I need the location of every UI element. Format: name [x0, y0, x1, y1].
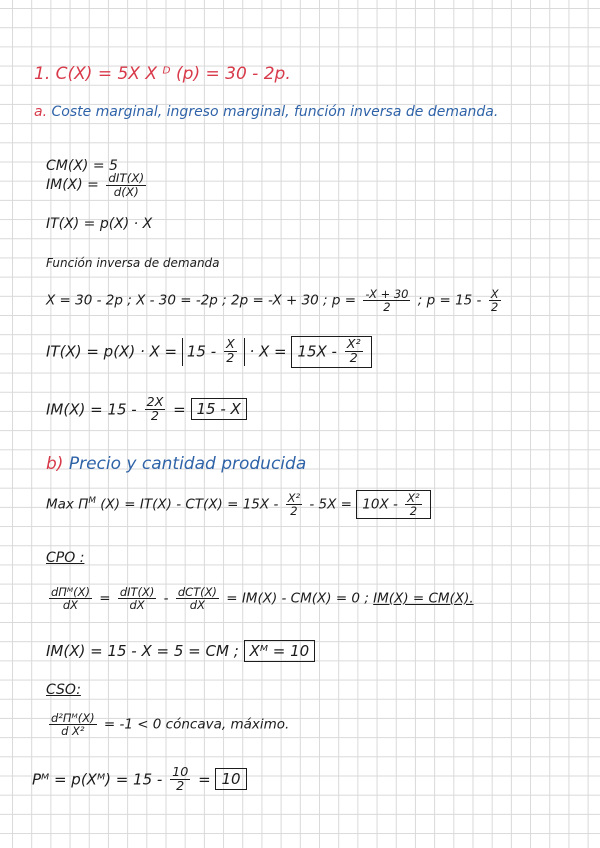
- mr-res-num: 2X: [146, 395, 164, 410]
- deriv-fraction-1: [363, 288, 410, 313]
- foc-condition: IM(X) = CM(X).: [373, 590, 474, 607]
- tr-abs-fraction: [224, 338, 237, 366]
- deriv-fraction-2: [489, 288, 501, 313]
- deriv-den-1: 2: [383, 300, 391, 315]
- foc-den-2: dX: [129, 598, 145, 613]
- part-b-label: b): [46, 454, 64, 474]
- pm-den: 2: [290, 504, 298, 519]
- soc-num: d²Πᴹ(X): [51, 711, 95, 725]
- marginal-revenue-result: [46, 396, 247, 424]
- deriv-text: X = 30 - 2p ; X - 30 = -2p ; 2p = -X + 30 ; p =: [46, 292, 357, 309]
- profit-maximization: [46, 490, 431, 519]
- foc-fraction-2: [118, 586, 156, 611]
- mp-box: 10: [215, 768, 246, 790]
- tr-box-fraction: [345, 338, 363, 366]
- foc-den-3: dX: [189, 598, 205, 613]
- second-order-condition: [46, 712, 289, 737]
- deriv-num-2: X: [490, 287, 499, 301]
- tr-abs: [182, 338, 245, 366]
- foc-eq-1: =: [99, 590, 111, 607]
- problem-statement: C(X) = 5X X ᴰ (p) = 30 - 2p.: [55, 64, 291, 84]
- tr-box-den: 2: [349, 351, 358, 367]
- marginal-revenue-definition: [46, 172, 149, 198]
- pm-result-box: [356, 490, 430, 519]
- foc-den-1: dX: [62, 598, 79, 613]
- deriv-tail: ; p = 15 -: [417, 292, 482, 309]
- mp-fraction: [170, 766, 190, 794]
- inverse-demand-heading: Función inversa de demanda: [46, 256, 220, 270]
- mr-res-fraction: [145, 396, 166, 424]
- tr-lhs: IT(X) = p(X) · X =: [46, 342, 178, 361]
- pm-box-fraction: [405, 492, 421, 517]
- marginal-cost: CM(X) = 5: [46, 158, 118, 174]
- deriv-num-1: -X + 30: [365, 287, 409, 301]
- mp-num: 10: [172, 765, 189, 780]
- mr-res-lhs: IM(X) = 15 -: [46, 400, 137, 419]
- mr-res-den: 2: [150, 409, 159, 425]
- part-a-text: Coste marginal, ingreso marginal, función inversa de demanda.: [51, 104, 499, 120]
- pm-mid: (X) = IT(X) - CT(X) = 15X -: [100, 496, 279, 513]
- foc-rest: = IM(X) - CM(X) = 0 ;: [226, 590, 369, 607]
- foc-num-1: dΠᴹ(X): [51, 585, 90, 599]
- pm-num: X²: [287, 491, 301, 505]
- part-b-text: Precio y cantidad producida: [68, 454, 307, 474]
- soc-den: d X²: [61, 724, 85, 739]
- foc-fraction-1: [49, 586, 92, 611]
- foc-fraction-3: [176, 586, 219, 611]
- inverse-demand-derivation: [46, 288, 504, 313]
- pm-lhs: Max Π: [46, 496, 89, 513]
- first-order-condition: [46, 586, 474, 611]
- mp-eq: =: [198, 770, 211, 789]
- tr-result-box: [291, 336, 371, 368]
- pm-box-num: X²: [407, 491, 420, 505]
- problem-1-header: [34, 64, 291, 84]
- total-revenue-expression: [46, 336, 372, 368]
- cso-heading: CSO:: [46, 682, 81, 698]
- cpo-heading: CPO :: [46, 550, 85, 566]
- mr-res-eq: =: [173, 400, 186, 419]
- monopoly-price: [32, 766, 247, 794]
- pm-mid2: - 5X =: [309, 496, 352, 513]
- mr-lhs: IM(X) =: [46, 177, 99, 193]
- tr-abs-den: 2: [226, 351, 235, 367]
- monopoly-quantity: [46, 640, 315, 662]
- soc-fraction: [49, 712, 97, 737]
- foc-num-2: dIT(X): [119, 585, 155, 599]
- problem-number: 1.: [34, 64, 51, 84]
- deriv-den-2: 2: [491, 300, 499, 315]
- pm-sup: M: [88, 496, 96, 507]
- mr-den: d(X): [113, 184, 139, 199]
- soc-rest: = -1 < 0 cóncava, máximo.: [103, 716, 290, 733]
- mr-num: dIT(X): [108, 171, 145, 185]
- pm-box-a: 10X -: [362, 496, 398, 513]
- tr-box-a: 15X -: [297, 342, 337, 361]
- part-a-label: a.: [34, 104, 48, 120]
- mr-fraction: [106, 172, 146, 198]
- total-revenue-definition: IT(X) = p(X) · X: [46, 216, 153, 232]
- mp-den: 2: [176, 779, 185, 795]
- part-b-header: [46, 454, 306, 474]
- mq-text: IM(X) = 15 - X = 5 = CM ;: [46, 642, 239, 660]
- mp-lhs: Pᴹ = p(Xᴹ) = 15 -: [32, 770, 163, 789]
- tr-abs-a: 15 -: [186, 342, 217, 361]
- mr-res-box: 15 - X: [191, 398, 247, 420]
- foc-num-3: dCT(X): [177, 585, 217, 599]
- tr-box-num: X²: [346, 337, 361, 352]
- mq-box: Xᴹ = 10: [244, 640, 316, 662]
- pm-box-den: 2: [409, 504, 418, 519]
- tr-abs-num: X: [225, 337, 235, 352]
- foc-minus: -: [163, 590, 169, 607]
- part-a-header: [34, 104, 498, 120]
- pm-fraction: [286, 492, 302, 517]
- tr-mid: · X =: [249, 342, 287, 361]
